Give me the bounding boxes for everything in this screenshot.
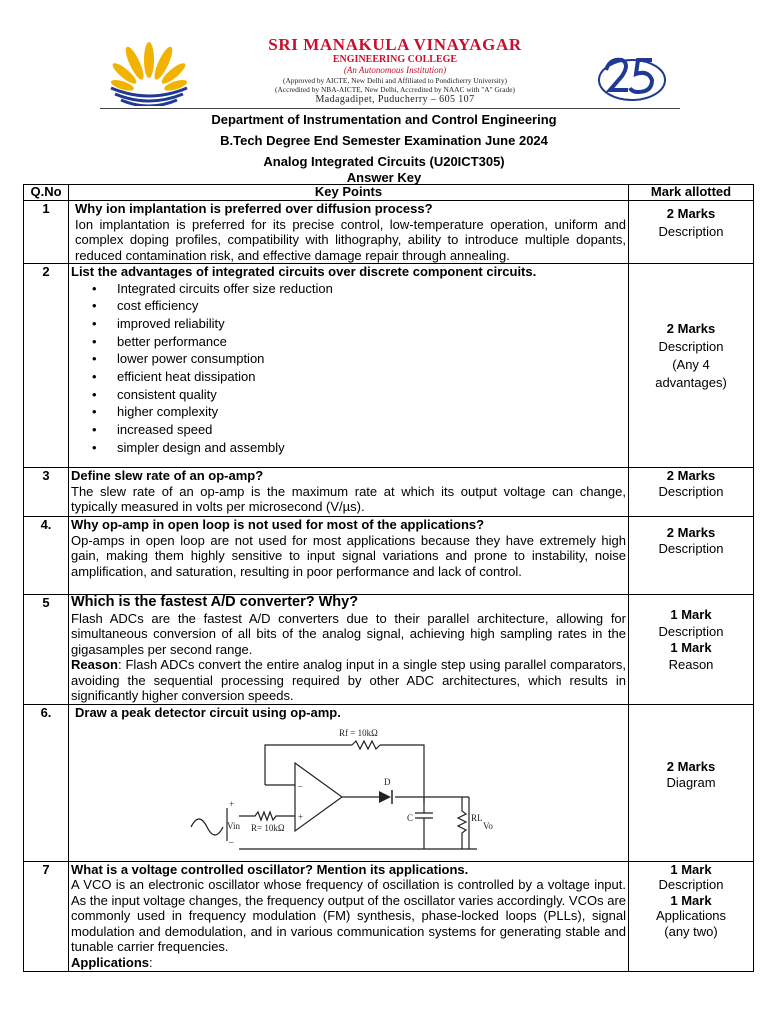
list-item: • improved reliability	[117, 315, 626, 333]
question-text: Define slew rate of an op-amp?	[71, 468, 264, 483]
vin-label: Vin	[227, 820, 240, 831]
marks-value: 2 Marks	[666, 468, 716, 483]
peak-detector-circuit	[187, 723, 507, 861]
question-number: 5	[24, 595, 69, 705]
marks-value: 2 Marks	[666, 206, 716, 221]
table-row	[24, 468, 754, 517]
list-item: • cost efficiency	[117, 297, 626, 315]
list-item: • lower power consumption	[117, 350, 626, 368]
header-qno: Q.No	[24, 185, 69, 201]
answer-text: A VCO is an electronic oscillator whose frequency of oscillation is controlled by a voltage input. As the input voltage changes, the frequency output of the oscillator varies accordingly. VCOs are commonly used in frequency modulation (FM) synthesis, phase-locked loops (PLLs), signal modulation and demodulation, and in various communication systems for generating stable and tunable carrier frequencies.	[71, 877, 626, 954]
table-row	[24, 861, 754, 971]
answer-text: Flash ADCs are the fastest A/D converters due to their parallel architecture, allowing for simultaneous conversion of all bits of the analog signal, achieving high sampling rates in the gigasamples per second range.	[71, 610, 626, 657]
question-text: Which is the fastest A/D converter? Why?	[71, 594, 359, 610]
key-points-cell	[69, 595, 629, 705]
marks-cell	[629, 705, 754, 862]
marks-desc: Reason	[668, 656, 714, 672]
marks-cell	[629, 468, 754, 517]
table-header-row	[24, 185, 754, 201]
question-text: List the advantages of integrated circuits over discrete component circuits.	[71, 264, 537, 279]
key-points-cell	[69, 201, 629, 264]
question-text: Why op-amp in open loop is not used for most of the applications?	[71, 517, 485, 532]
college-address: Madagadipet, Puducherry – 605 107	[315, 94, 475, 105]
question-text: What is a voltage controlled oscillator? Mention its applications.	[71, 861, 469, 877]
table-row	[24, 705, 754, 862]
marks-value: 2 Marks	[666, 525, 716, 540]
marks-cell	[629, 264, 754, 468]
answer-text: The slew rate of an op-amp is the maximum rate at which its output voltage can change, typically measured in volts per microsecond (V/µs).	[71, 483, 626, 514]
college-name: SRI MANAKULA VINAYAGAR	[268, 35, 522, 54]
reason-label: Reason	[71, 657, 118, 672]
list-item: • consistent quality	[117, 386, 626, 404]
marks-desc: Applications	[655, 908, 727, 923]
question-text: Why ion implantation is preferred over diffusion process?	[75, 201, 433, 216]
table-row	[24, 517, 754, 595]
question-number: 1	[24, 201, 69, 264]
marks-value: 1 Mark	[670, 861, 712, 877]
diode-label: D	[384, 776, 391, 787]
list-item: • better performance	[117, 333, 626, 351]
marks-value: 1 Mark	[670, 892, 712, 908]
header-key-points: Key Points	[69, 185, 629, 201]
marks-desc: Diagram	[666, 774, 716, 790]
question-number: 7	[24, 861, 69, 971]
list-item: • increased speed	[117, 421, 626, 439]
answer-key-title: Answer Key	[346, 170, 422, 185]
capacitor-label: C	[407, 812, 414, 823]
anniversary-logo	[596, 48, 668, 108]
table-row	[24, 264, 754, 468]
key-points-cell	[69, 705, 629, 862]
answer-key-table	[23, 184, 754, 972]
key-points-cell	[69, 517, 629, 595]
question-number: 4.	[24, 517, 69, 595]
key-points-cell	[69, 264, 629, 468]
source-minus-label: –	[229, 836, 234, 847]
autonomous-label: (An Autonomous Institution)	[343, 65, 447, 75]
marks-desc: Description	[658, 224, 724, 239]
course-title: Analog Integrated Circuits (U20ICT305)	[263, 154, 505, 169]
header-mark-allotted: Mark allotted	[629, 185, 754, 201]
marks-desc: Description	[658, 540, 724, 556]
marks-cell	[629, 861, 754, 971]
college-header	[100, 30, 680, 108]
marks-note: advantages)	[655, 375, 727, 390]
applications-colon: :	[149, 954, 153, 970]
accreditation-line: (Accredited by NBA-AICTE, New Delhi, Accredited by NAAC with "A" Grade)	[274, 85, 515, 94]
advantages-list	[71, 280, 626, 457]
marks-cell	[629, 595, 754, 705]
marks-cell	[629, 201, 754, 264]
department-title: Department of Instrumentation and Control Engineering	[211, 112, 557, 127]
marks-desc: Description	[658, 339, 724, 354]
question-number: 3	[24, 468, 69, 517]
approval-line: (Approved by AICTE, New Delhi and Affiliated to Pondicherry University)	[283, 76, 507, 85]
list-item: • efficient heat dissipation	[117, 368, 626, 386]
applications-label: Applications	[71, 954, 150, 970]
question-text: Draw a peak detector circuit using op-amp.	[75, 705, 341, 720]
header-divider	[100, 108, 680, 109]
college-subtitle: ENGINEERING COLLEGE	[332, 54, 458, 65]
answer-text: Op-amps in open loop are not used for most applications because they have extremely high gain, making them highly sensitive to input signal variations and prone to instability, noise amplification, and saturation, resulting in poor performance and lack of control.	[71, 532, 626, 579]
rl-label: RL	[471, 812, 483, 823]
answer-text: Ion implantation is preferred for its precise control, low-temperature operation, uniform and complex doping profiles, compatibility with lithography, ability to introduce multiple dopants, reduced contamination risk, and effective damage repair through annealing.	[75, 216, 626, 263]
question-number: 6.	[24, 705, 69, 862]
rf-label: Rf = 10kΩ	[339, 727, 378, 738]
question-number: 2	[24, 264, 69, 468]
marks-desc: Description	[658, 483, 724, 499]
table-row	[24, 595, 754, 705]
marks-value: 1 Mark	[670, 640, 712, 655]
list-item: • simpler design and assembly	[117, 439, 626, 457]
source-plus-label: +	[229, 798, 235, 809]
key-points-cell	[69, 861, 629, 971]
marks-desc: Description	[658, 623, 724, 639]
table-row	[24, 201, 754, 264]
marks-note: (Any 4	[672, 357, 710, 372]
exam-title: B.Tech Degree End Semester Examination June 2024	[220, 133, 548, 148]
marks-note: (any two)	[664, 923, 718, 939]
reason-text: : Flash ADCs convert the entire analog input in a single step using parallel comparators, avoiding the sequential processing required by other ADC architectures, which results in significantly higher conversion speeds.	[71, 657, 626, 703]
list-item: • Integrated circuits offer size reduction	[117, 280, 626, 298]
noninverting-input-label: +	[298, 811, 304, 822]
inverting-input-label: –	[298, 780, 303, 791]
college-logo	[104, 36, 194, 106]
marks-desc: Description	[658, 877, 724, 892]
list-item: • higher complexity	[117, 403, 626, 421]
marks-cell	[629, 517, 754, 595]
marks-value: 1 Mark	[670, 607, 712, 622]
marks-value: 2 Marks	[666, 759, 716, 774]
marks-value: 2 Marks	[666, 321, 716, 336]
vo-label: Vo	[483, 820, 493, 831]
r-label: R= 10kΩ	[251, 822, 285, 833]
key-points-cell	[69, 468, 629, 517]
